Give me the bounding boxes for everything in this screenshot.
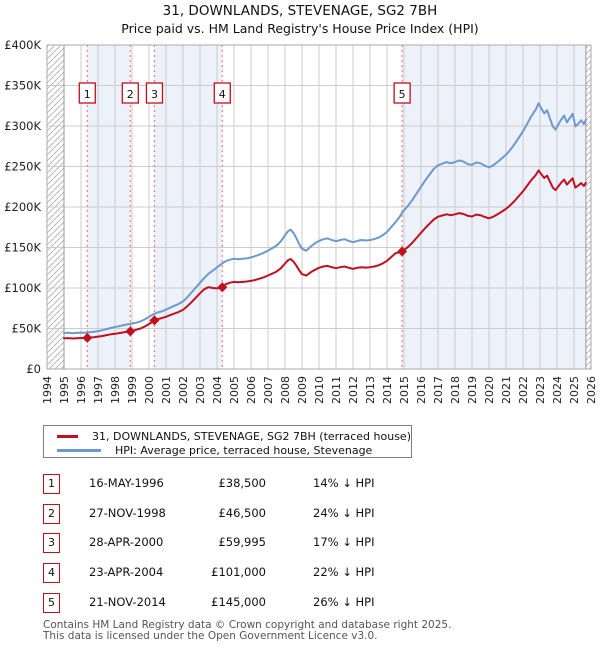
sale-number-badge: 3 [43, 533, 60, 553]
svg-text:2002: 2002 [177, 376, 190, 404]
sale-hpi-delta: 24% ↓ HPI [313, 505, 375, 520]
svg-text:2009: 2009 [296, 376, 309, 404]
svg-text:£400K: £400K [4, 40, 41, 52]
sale-row [0, 593, 600, 615]
svg-text:2018: 2018 [449, 376, 462, 404]
sale-hpi-delta: 26% ↓ HPI [313, 594, 375, 609]
hpi-line-swatch [57, 449, 101, 452]
sale-price: £38,500 [218, 476, 266, 490]
footer-line-1: Contains HM Land Registry data © Crown copyright and database right 2025. [43, 619, 452, 631]
svg-text:2001: 2001 [160, 376, 173, 404]
svg-text:2025: 2025 [568, 376, 581, 404]
sale-date: 28-APR-2000 [89, 535, 164, 550]
svg-text:1: 1 [83, 88, 91, 101]
svg-text:2026: 2026 [585, 376, 598, 404]
svg-text:£100K: £100K [4, 281, 41, 295]
svg-text:2024: 2024 [551, 376, 564, 404]
svg-text:2006: 2006 [245, 376, 258, 404]
sale-number-badge: 4 [43, 563, 60, 583]
sale-price: £145,000 [211, 594, 266, 609]
sale-row [0, 504, 600, 526]
svg-text:4: 4 [218, 88, 226, 101]
svg-text:2007: 2007 [262, 376, 275, 404]
svg-text:2020: 2020 [483, 376, 496, 404]
svg-text:1999: 1999 [126, 376, 139, 404]
legend-label-hpi: HPI: Average price, terraced house, Stevenage [115, 443, 373, 457]
sale-date: 21-NOV-2014 [89, 594, 166, 609]
svg-text:2013: 2013 [364, 376, 377, 404]
sale-date: 27-NOV-1998 [89, 505, 166, 520]
svg-text:1994: 1994 [41, 376, 54, 404]
svg-text:2017: 2017 [432, 376, 445, 404]
sale-price: £101,000 [211, 565, 266, 580]
svg-text:2008: 2008 [279, 376, 292, 404]
svg-text:2005: 2005 [228, 376, 241, 404]
svg-text:2010: 2010 [313, 376, 326, 404]
svg-text:2000: 2000 [143, 376, 156, 404]
svg-text:£50K: £50K [11, 321, 41, 336]
footer-line-2: This data is licensed under the Open Government Licence v3.0. [43, 630, 378, 642]
x-axis-labels [41, 376, 598, 404]
svg-text:2014: 2014 [381, 376, 394, 404]
svg-text:1997: 1997 [92, 376, 105, 404]
svg-text:2: 2 [126, 88, 134, 101]
sale-hpi-delta: 14% ↓ HPI [313, 476, 375, 490]
sale-row [0, 563, 600, 585]
svg-text:3: 3 [150, 88, 158, 101]
svg-text:2004: 2004 [211, 376, 224, 404]
svg-text:£200K: £200K [4, 200, 41, 214]
svg-text:2015: 2015 [398, 376, 411, 404]
sale-date: 16-MAY-1996 [89, 476, 164, 490]
sale-hpi-delta: 17% ↓ HPI [313, 535, 375, 550]
svg-text:£150K: £150K [4, 240, 41, 255]
sale-number-badge: 2 [43, 504, 60, 524]
sale-number-badge: 1 [43, 474, 60, 494]
chart-subtitle: Price paid vs. HM Land Registry's House Price Index (HPI) [121, 21, 479, 36]
svg-text:1998: 1998 [109, 376, 122, 404]
sale-price: £46,500 [218, 505, 266, 520]
svg-text:£250K: £250K [4, 159, 41, 174]
legend-row-hpi [44, 443, 411, 457]
svg-text:2011: 2011 [330, 376, 343, 404]
sale-number-badge: 5 [43, 593, 60, 613]
price-chart [0, 40, 600, 425]
legend [43, 425, 412, 458]
sale-price: £59,995 [218, 535, 266, 550]
svg-text:2022: 2022 [517, 376, 530, 404]
svg-text:2003: 2003 [194, 376, 207, 404]
svg-text:£300K: £300K [4, 119, 41, 133]
legend-row-price [44, 429, 411, 443]
svg-text:£350K: £350K [4, 78, 41, 93]
sale-hpi-delta: 22% ↓ HPI [313, 565, 375, 580]
sale-date: 23-APR-2004 [89, 565, 164, 580]
chart-title: 31, DOWNLANDS, STEVENAGE, SG2 7BH [162, 3, 438, 19]
price-line-swatch [57, 435, 78, 438]
svg-text:2019: 2019 [466, 376, 479, 404]
svg-text:1995: 1995 [58, 376, 71, 404]
svg-text:2012: 2012 [347, 376, 360, 404]
sale-row [0, 474, 600, 496]
svg-text:2016: 2016 [415, 376, 428, 404]
svg-text:£0: £0 [26, 362, 41, 376]
legend-label-price: 31, DOWNLANDS, STEVENAGE, SG2 7BH (terraced house) [92, 429, 411, 443]
svg-text:5: 5 [398, 88, 406, 101]
sale-row [0, 533, 600, 555]
svg-text:2023: 2023 [534, 376, 547, 404]
y-axis-labels [4, 40, 41, 376]
svg-text:2021: 2021 [500, 376, 513, 404]
svg-text:1996: 1996 [75, 376, 88, 404]
